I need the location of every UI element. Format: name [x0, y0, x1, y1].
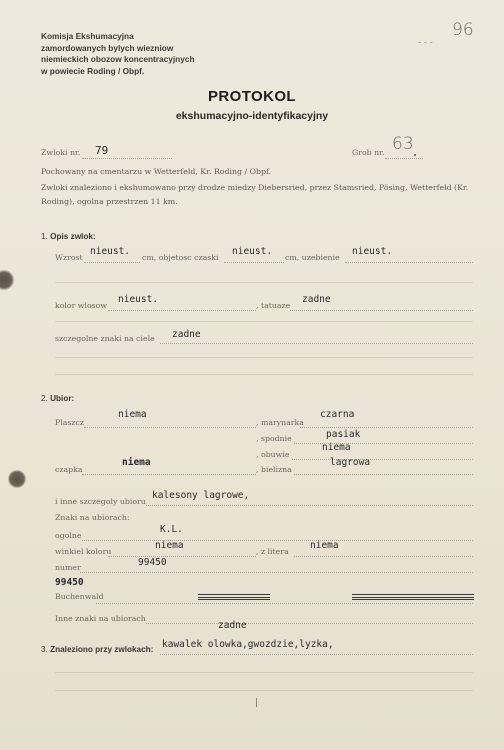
header-line-4: w powiecie Roding / Obpf. — [41, 65, 145, 76]
grob-dot — [414, 154, 416, 156]
czapka-label: czapka — [55, 465, 83, 474]
inne-label: i inne szczegoly ubioru — [55, 497, 146, 506]
header-line-3: niemieckich obozow koncentracyjnych — [41, 54, 195, 65]
commission-header — [41, 31, 195, 77]
grob-value: 63 — [392, 134, 414, 154]
inne-znaki-value: zadne — [218, 620, 247, 631]
tatuaze-label: , tatuaze — [256, 301, 291, 310]
bielizna-value: lagrowa — [330, 457, 371, 468]
numer-label: numer — [55, 563, 81, 572]
marynarka-label: , marynarka — [256, 418, 304, 427]
spodnie-value: pasiak — [326, 429, 361, 440]
section-3-number: 3. — [41, 645, 48, 654]
punch-hole-bottom — [8, 470, 26, 488]
marynarka-value: czarna — [320, 409, 355, 420]
section-3-heading — [41, 645, 153, 654]
czaska-value: nieust. — [232, 246, 273, 257]
zwloki-label: Zwloki nr. — [41, 148, 81, 157]
numer-value: 99450 — [138, 557, 167, 568]
section-2-heading — [41, 394, 74, 403]
found-line-2: Roding), ogolna przestrzen 11 km. — [41, 197, 178, 206]
section-2-number: 2. — [41, 394, 48, 403]
tatuaze-value: zadne — [302, 294, 331, 305]
plaszcz-label: Plaszcz — [55, 418, 84, 427]
wzrost-label: Wzrost — [55, 253, 83, 262]
burial-line: Pochowany na cmentarzu w Wetterfeld, Kr. Roding / Obpf. — [41, 167, 272, 176]
section-1-heading — [41, 232, 96, 241]
czaska-label: cm, objetosc czaski — [142, 253, 219, 262]
struck-text-left — [198, 591, 270, 601]
numer-stamp: 99450 — [55, 577, 84, 588]
wzrost-value: nieust. — [90, 246, 131, 257]
zwloki-value: 79 — [95, 144, 109, 157]
ogolne-value: K.L. — [160, 524, 183, 535]
winkiel-label: winkiel koloru — [55, 547, 112, 556]
znaki-ubior-label: Znaki na ubiorach: — [55, 513, 130, 522]
znaki-label: szczegolne znaki na ciele — [55, 334, 155, 343]
punch-hole-top — [0, 270, 14, 290]
found-line-1: Zwloki znaleziono i ekshumowano przy drodze miedzy Diebersried, przez Stamsried, Pösing, Wetterfeld (Kr. — [41, 183, 469, 192]
header-line-1: Komisja Ekshumacyjna — [41, 31, 134, 41]
winkiel-value: niema — [155, 540, 184, 551]
document-subtitle: ekshumacyjno-identyfikacyjny — [175, 110, 329, 122]
section-1-title: Opis zwlok: — [50, 232, 96, 241]
margin-tick — [256, 698, 257, 707]
section-3-value: kawalek olowka,gwozdzie,lyzka, — [162, 639, 334, 650]
plaszcz-value: niema — [118, 409, 147, 420]
document-title: PROTOKOL — [208, 88, 296, 105]
kolor-label: kolor wlosow — [55, 301, 108, 310]
kolor-value: nieust. — [118, 294, 159, 305]
obuwie-label: , obuwie — [256, 450, 290, 459]
ogolne-label: ogolne — [55, 531, 82, 540]
obuwie-value: niema — [322, 442, 351, 453]
bielizna-label: , bielizna — [256, 465, 292, 474]
uzebienie-label: cm, uzebienie — [285, 253, 340, 262]
dash-mark: - - - — [418, 38, 433, 48]
section-1-number: 1. — [41, 232, 48, 241]
grob-label: Grob nr. — [352, 148, 385, 157]
page-number: 96 — [452, 20, 474, 40]
inne-value: kalesony lagrowe, — [152, 490, 250, 501]
struck-text-right — [352, 591, 474, 601]
section-3-title: Znaleziono przy zwlokach: — [50, 645, 154, 654]
uzebienie-value: nieust. — [352, 246, 393, 257]
znaki-value: zadne — [172, 329, 201, 340]
litera-value: niema — [310, 540, 339, 551]
spodnie-label: , spodnie — [256, 434, 292, 443]
buchenwald-label: Buchenwald — [55, 592, 104, 601]
header-line-2: zamordowanych bylych wiezniow — [41, 42, 174, 53]
litera-label: , z litera — [256, 547, 289, 556]
inne-znaki-label: Inne znaki na ubiorach — [55, 614, 146, 623]
czapka-value: niema — [122, 457, 151, 468]
section-2-title: Ubior: — [50, 394, 75, 403]
